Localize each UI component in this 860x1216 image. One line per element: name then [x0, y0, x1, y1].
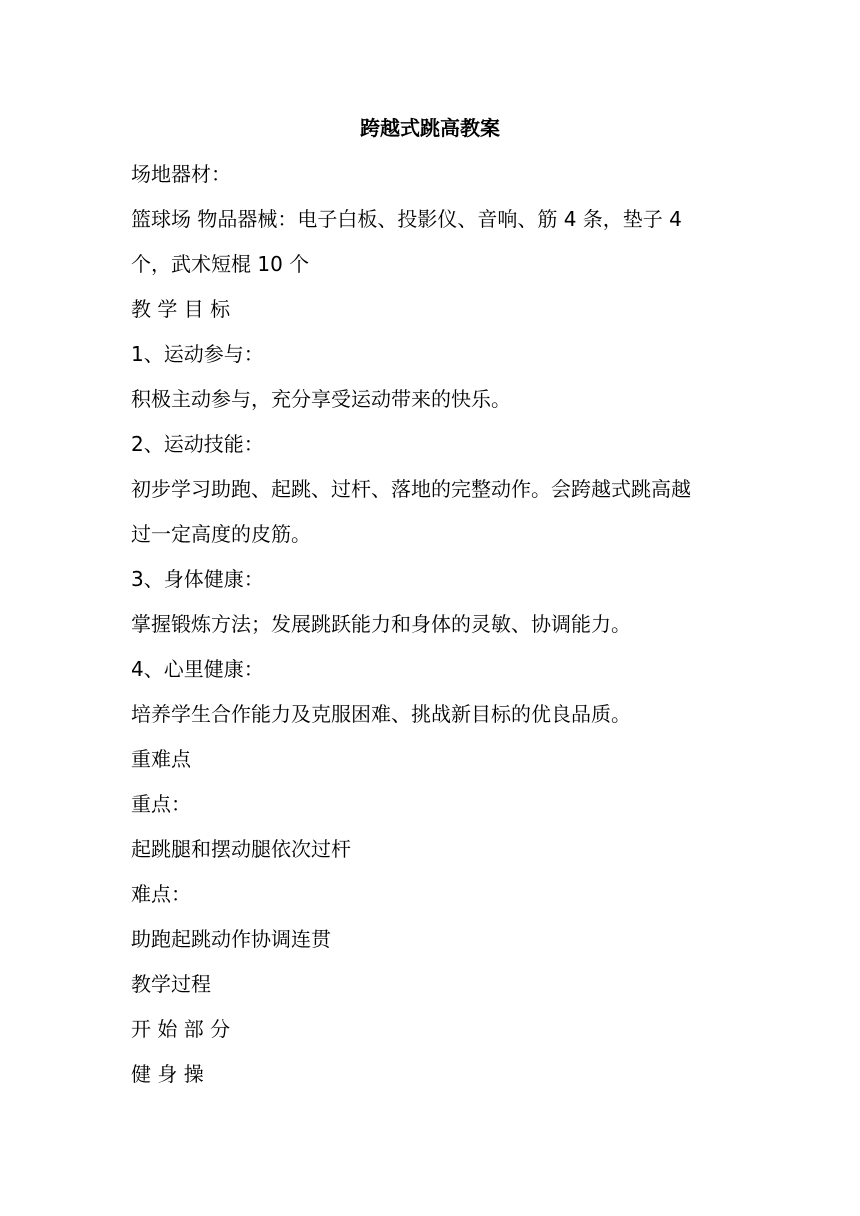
equipment-line-2: 个，武术短棍 10 个 [131, 252, 310, 276]
difficult-point-text: 助跑起跳动作协调连贯 [131, 927, 331, 951]
document-title: 跨越式跳高教案 [360, 116, 500, 140]
key-difficult-points-heading: 重难点 [131, 747, 191, 771]
goal-3-text: 掌握锻炼方法；发展跳跃能力和身体的灵敏、协调能力。 [131, 612, 631, 636]
fitness-exercise-heading: 健 身 操 [131, 1062, 204, 1086]
teaching-process-heading: 教学过程 [131, 972, 211, 996]
opening-section-heading: 开 始 部 分 [131, 1017, 231, 1041]
equipment-line-1: 篮球场 物品器械：电子白板、投影仪、音响、筋 4 条，垫子 4 [131, 207, 682, 231]
goal-2-heading: 2、运动技能： [131, 432, 264, 456]
goal-4-text: 培养学生合作能力及克服困难、挑战新目标的优良品质。 [131, 702, 631, 726]
goal-1-heading: 1、运动参与： [131, 342, 264, 366]
venue-equipment-heading: 场地器材： [131, 162, 231, 186]
difficult-point-heading: 难点： [131, 882, 191, 906]
key-point-text: 起跳腿和摆动腿依次过杆 [131, 837, 351, 861]
goal-4-heading: 4、心里健康： [131, 657, 264, 681]
goal-2-text-line-1: 初步学习助跑、起跳、过杆、落地的完整动作。会跨越式跳高越 [131, 477, 691, 501]
goal-1-text: 积极主动参与，充分享受运动带来的快乐。 [131, 387, 511, 411]
goal-3-heading: 3、身体健康： [131, 567, 264, 591]
key-point-heading: 重点： [131, 792, 191, 816]
goal-2-text-line-2: 过一定高度的皮筋。 [131, 522, 311, 546]
teaching-goals-heading: 教 学 目 标 [131, 297, 231, 321]
